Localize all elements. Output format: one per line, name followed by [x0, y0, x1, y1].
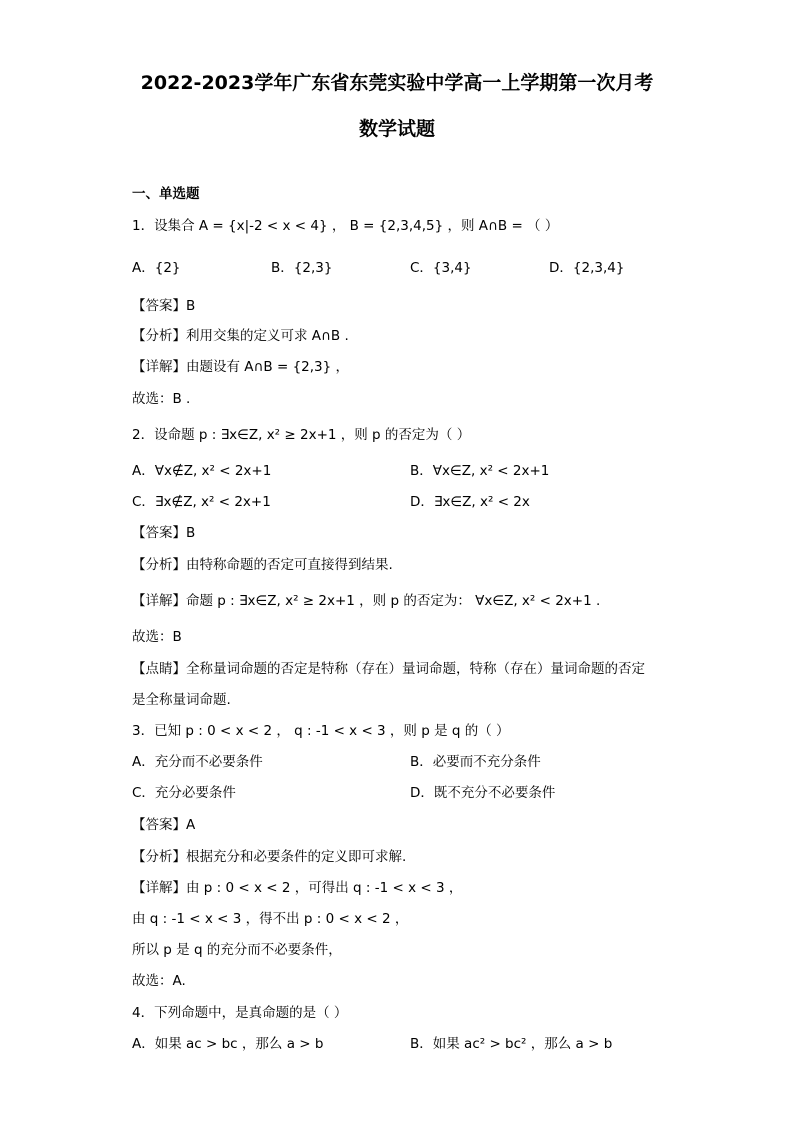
question-2-option-d: D．∃x∈Z, x² < 2x	[410, 494, 530, 510]
section-heading: 一、单选题	[132, 186, 200, 202]
question-1-option-a: A．{2}	[132, 260, 181, 276]
question-2-conclusion: 故选：B	[132, 629, 182, 645]
question-3-option-b: B．必要而不充分条件	[410, 754, 541, 770]
question-4-option-a: A．如果 ac > bc ，那么 a > b	[132, 1036, 324, 1052]
question-3-answer: 【答案】A	[132, 817, 196, 833]
question-1-answer: 【答案】B	[132, 298, 196, 314]
question-1-stem: 1．设集合 A = {x|-2 < x < 4} ， B = {2,3,4,5} ，则 A∩B = （ ）	[132, 218, 559, 234]
question-1-conclusion: 故选：B .	[132, 391, 191, 407]
question-4-stem: 4．下列命题中，是真命题的是（ ）	[132, 1005, 348, 1021]
question-1-option-b: B．{2,3}	[271, 260, 333, 276]
question-3-option-a: A．充分而不必要条件	[132, 754, 263, 770]
question-3-option-d: D．既不充分不必要条件	[410, 785, 556, 801]
question-3-analysis: 【分析】根据充分和必要条件的定义即可求解.	[132, 849, 407, 865]
question-4-option-b: B．如果 ac² > bc² ，那么 a > b	[410, 1036, 613, 1052]
question-2-stem: 2．设命题 p : ∃x∈Z, x² ≥ 2x+1 ，则 p 的否定为（ ）	[132, 427, 471, 443]
document-title: 2022-2023学年广东省东莞实验中学高一上学期第一次月考	[140, 72, 654, 94]
question-2-analysis: 【分析】由特称命题的否定可直接得到结果.	[132, 557, 393, 573]
question-2-detail: 【详解】命题 p : ∃x∈Z, x² ≥ 2x+1 ，则 p 的否定为： ∀x∈Z, x² < 2x+1 .	[132, 593, 601, 609]
question-2-comment: 【点睛】全称量词命题的否定是特称（存在）量词命题，特称（存在）量词命题的否定	[132, 661, 645, 677]
question-3-detail-2: 由 q : -1 < x < 3 ，得不出 p : 0 < x < 2 ，	[132, 911, 409, 927]
question-2-option-a: A．∀x∉Z, x² < 2x+1	[132, 463, 272, 479]
question-1-analysis: 【分析】利用交集的定义可求 A∩B .	[132, 328, 349, 344]
document-subtitle: 数学试题	[358, 118, 435, 140]
question-2-option-b: B．∀x∈Z, x² < 2x+1	[410, 463, 550, 479]
question-3-detail-3: 所以 p 是 q 的充分而不必要条件，	[132, 942, 342, 958]
question-3-detail: 【详解】由 p : 0 < x < 2 ，可得出 q : -1 < x < 3 ，	[132, 880, 463, 896]
question-2-answer: 【答案】B	[132, 525, 196, 541]
question-1-option-d: D．{2,3,4}	[549, 260, 625, 276]
question-2-option-c: C．∃x∉Z, x² < 2x+1	[132, 494, 271, 510]
question-2-comment-cont: 是全称量词命题.	[132, 692, 231, 708]
question-3-stem: 3．已知 p : 0 < x < 2 ， q : -1 < x < 3 ，则 p 是 q 的（ ）	[132, 723, 510, 739]
question-3-option-c: C．充分必要条件	[132, 785, 236, 801]
question-1-detail: 【详解】由题设有 A∩B = {2,3} ，	[132, 359, 350, 375]
question-1-option-c: C．{3,4}	[410, 260, 472, 276]
question-3-conclusion: 故选：A.	[132, 973, 186, 989]
